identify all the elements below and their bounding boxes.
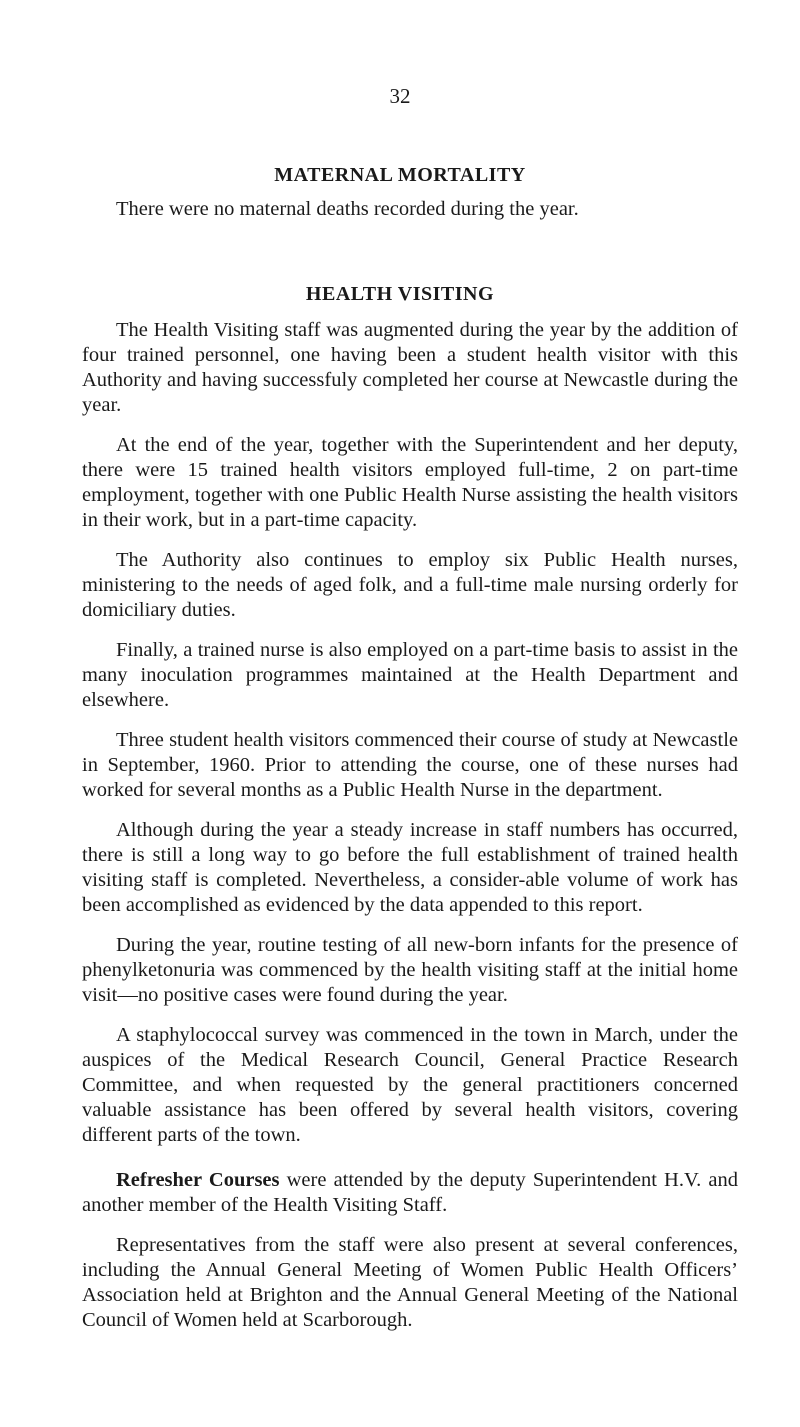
paragraph: Although during the year a steady increase in staff numbers has occurred, there is still a long way to go before the full establishment of trained health visiting staff is completed. Nevertheless, a consider-able volume of work has been accomplished as evidenced by the data appended to this report. (82, 819, 738, 916)
refresher-courses-text: were attended by the deputy Superintendent H.V. and another member of the Health Visiting Staff. (82, 1169, 738, 1216)
paragraph: Representatives from the staff were also present at several conferences, including the Annual General Meeting of Women Public Health Officers’ Association held at Brighton and the Annual General Meeting of the National Council of Women held at Scarborough. (82, 1234, 738, 1331)
paragraph: There were no maternal deaths recorded during the year. (116, 198, 579, 220)
section-heading-maternal-mortality: MATERNAL MORTALITY (274, 164, 526, 186)
paragraph: Finally, a trained nurse is also employed on a part-time basis to assist in the many inoculation programmes maintained at the Health Department and elsewhere. (82, 639, 738, 711)
paragraph: During the year, routine testing of all new-born infants for the presence of phenylketonuria was commenced by the health visiting staff at the initial home visit—no positive cases were found during the year. (82, 934, 738, 1006)
paragraph: At the end of the year, together with the Superintendent and her deputy, there were 15 trained health visitors employed full-time, 2 on part-time employment, together with one Public Health Nurse assisting the health visitors in their work, but in a part-time capacity. (82, 434, 738, 531)
health-visiting-body (82, 318, 738, 1333)
paragraph: The Health Visiting staff was augmented during the year by the addition of four trained personnel, one having been a student health visitor with this Authority and having successfuly completed her course at Newcastle during the year. (82, 319, 738, 416)
page-number: 32 (389, 84, 411, 108)
section-heading-health-visiting: HEALTH VISITING (305, 283, 495, 305)
refresher-courses-paragraph (82, 1168, 738, 1218)
refresher-courses-label: Refresher Courses (116, 1169, 280, 1191)
paragraph: Three student health visitors commenced their course of study at Newcastle in September, 1960. Prior to attending the course, one of these nurses had worked for several months as a Public Health Nurse in the department. (82, 729, 738, 801)
paragraph: A staphylococcal survey was commenced in the town in March, under the auspices of the Medical Research Council, General Practice Research Committee, and when requested by the general practitioners concerned valuable assistance has been offered by several health visitors, covering different parts of the town. (82, 1024, 738, 1146)
paragraph: The Authority also continues to employ six Public Health nurses, ministering to the needs of aged folk, and a full-time male nursing orderly for domiciliary duties. (82, 549, 738, 621)
maternal-mortality-body (82, 197, 738, 222)
